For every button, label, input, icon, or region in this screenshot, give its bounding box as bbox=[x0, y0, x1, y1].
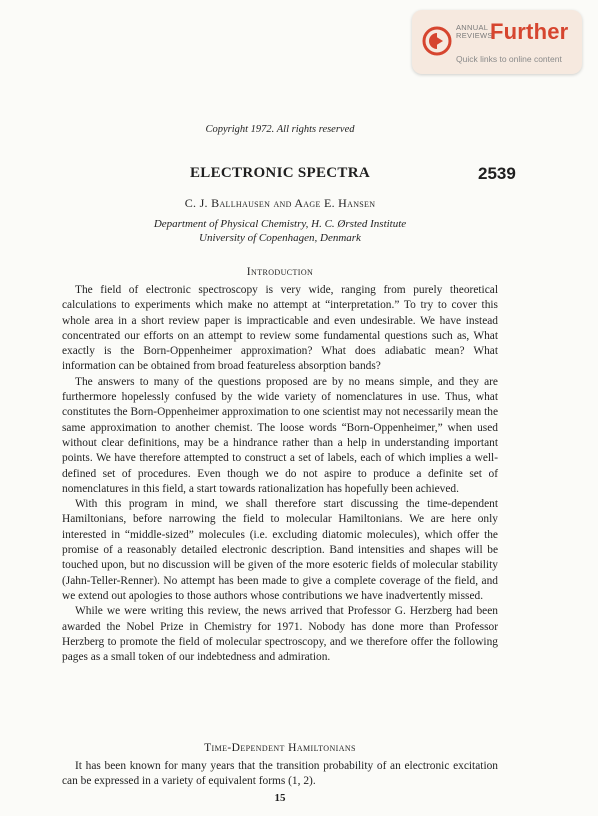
introduction-body bbox=[62, 283, 498, 665]
paragraph: With this program in mind, we shall therefore start discussing the time-dependent Hamiltonians, before narrowing the field to molecular Hamiltonians. We are here only interested in “middle-sized” molecules (i.e. excluding diatomic molecules), which offer the promise of a reasonably detailed electronic description. Band intensities and shapes will be touched upon, but no discussion will be given of the more esoteric fields of molecular stability (Jahn-Teller-Renner). No attempt has been made to give a complete coverage of the field, and we extend out apologies to those authors whose contributions we have inadvertently missed. bbox=[62, 498, 498, 602]
affiliation-university: University of Copenhagen, Denmark bbox=[199, 232, 361, 244]
page-number: 15 bbox=[274, 792, 286, 804]
annual-reviews-logo-text bbox=[456, 24, 493, 40]
time-dependent-heading: Time-Dependent Hamiltonians bbox=[204, 742, 356, 754]
page-code: 2539 bbox=[478, 164, 516, 183]
paragraph: The answers to many of the questions proposed are by no means simple, and they are furthermore hopelessly confused by the wide variety of nomenclatures in use. Thus, what constitutes the Born-Oppenheimer approximation to one scientist may not necessarily mean the same approximation to another chemist. The loose words “Born-Oppenheimer,” when used without clear definitions, may be a hindrance rather than a help in understanding important points. We have therefore attempted to construct a set of labels, each of which implies a well-defined set of procedures. Even though we do not aspire to produce a definite set of nomenclatures in this field, a start towards rationalization has hopefully been achieved. bbox=[62, 375, 498, 495]
paragraph: While we were writing this review, the news arrived that Professor G. Herzberg had been awarded the Nobel Prize in Chemistry for 1971. Nobody has done more than Professor Herzberg to promote the field of molecular spectroscopy, and we therefore offer the following pages as a small token of our indebtedness and admiration. bbox=[62, 605, 498, 664]
play-circle-icon bbox=[422, 26, 452, 56]
further-label: Further bbox=[490, 19, 569, 44]
copyright-notice: Copyright 1972. All rights reserved bbox=[205, 124, 355, 135]
further-badge[interactable] bbox=[412, 10, 582, 74]
paragraph: It has been known for many years that the transition probability of an electronic excitation can be expressed in a variety of equivalent forms (1, 2). bbox=[62, 760, 498, 788]
logo-line-reviews: REVIEWS bbox=[456, 31, 493, 40]
quick-links-link[interactable]: Quick links to online content bbox=[456, 54, 562, 64]
logo-line-annual: ANNUAL bbox=[456, 23, 489, 32]
authors: C. J. Ballhausen and Aage E. Hansen bbox=[184, 196, 376, 210]
article-title: ELECTRONIC SPECTRA bbox=[189, 165, 371, 181]
affiliation-department: Department of Physical Chemistry, H. C. Ørsted Institute bbox=[153, 218, 407, 230]
introduction-heading: Introduction bbox=[246, 266, 314, 278]
paragraph: The field of electronic spectroscopy is very wide, ranging from purely theoretical calculations to experiments which make no attempt at “interpretation.” To try to cover this whole area in a short review paper is impracticable and even undesirable. We have instead concentrated our efforts on an attempt to review some fundamental questions such as, What exactly is the Born-Oppenheimer approximation? What does adiabatic mean? What information can be obtained from broad featureless absorption bands? bbox=[62, 284, 498, 373]
time-dependent-body bbox=[62, 759, 498, 790]
